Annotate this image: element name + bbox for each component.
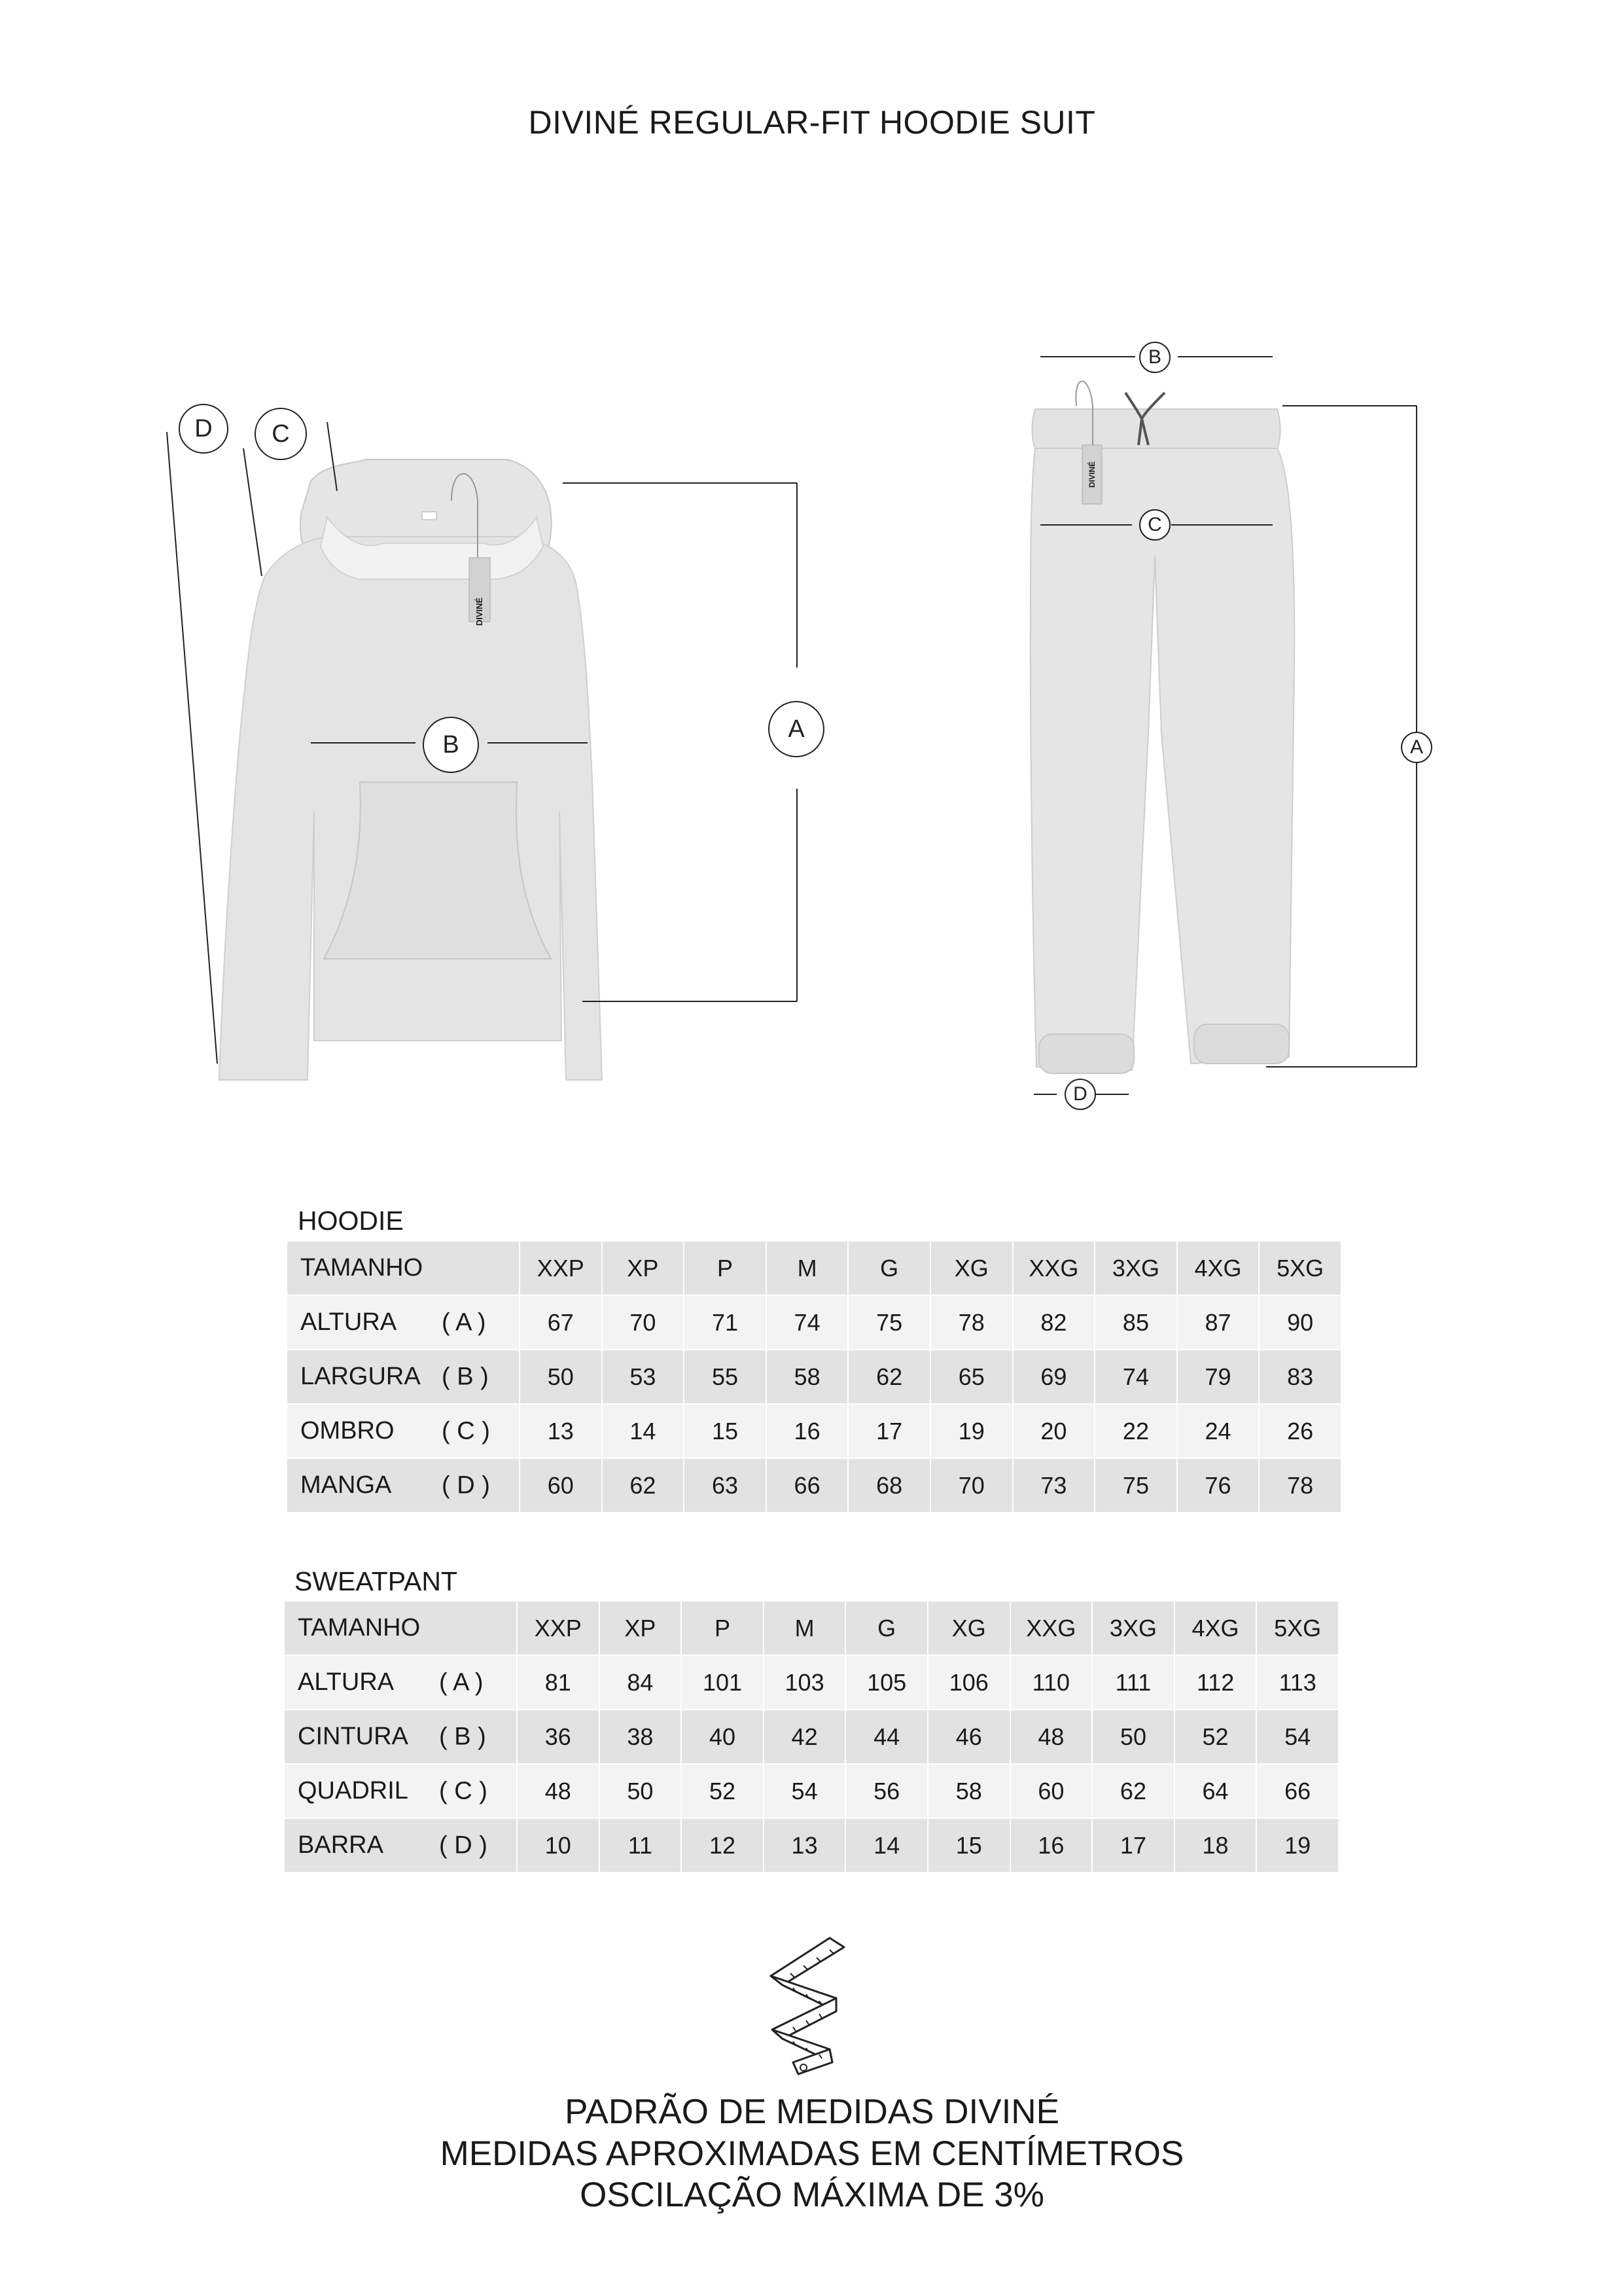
- value-cell: 54: [764, 1764, 846, 1818]
- value-cell: 75: [1095, 1458, 1177, 1513]
- value-cell: 26: [1259, 1404, 1341, 1458]
- value-cell: 74: [766, 1295, 849, 1350]
- value-cell: 79: [1177, 1350, 1260, 1404]
- value-cell: 64: [1174, 1764, 1257, 1818]
- size-cell: 5XG: [1259, 1241, 1341, 1295]
- size-cell: P: [684, 1241, 766, 1295]
- value-cell: 44: [845, 1710, 928, 1764]
- value-cell: 42: [764, 1710, 846, 1764]
- pants-cuff-left: [1039, 1034, 1134, 1073]
- value-cell: 67: [520, 1295, 602, 1350]
- hoodie-label-d: D: [179, 404, 228, 454]
- value-cell: 50: [1092, 1710, 1174, 1764]
- value-cell: 18: [1174, 1818, 1257, 1873]
- measuring-tape-icon: [764, 1934, 856, 2078]
- pants-table-title: SWEATPANT: [294, 1566, 458, 1596]
- table-header-row: [284, 1601, 1339, 1655]
- value-cell: 62: [1092, 1764, 1174, 1818]
- size-cell: 3XG: [1092, 1601, 1174, 1655]
- size-cell: P: [681, 1601, 764, 1655]
- value-cell: 101: [681, 1655, 764, 1710]
- value-cell: 65: [930, 1350, 1013, 1404]
- value-cell: 87: [1177, 1295, 1260, 1350]
- value-cell: 50: [599, 1764, 682, 1818]
- value-cell: 17: [848, 1404, 930, 1458]
- value-cell: 81: [517, 1655, 599, 1710]
- value-cell: 74: [1095, 1350, 1177, 1404]
- row-name: ALTURA: [300, 1308, 397, 1336]
- value-cell: 112: [1174, 1655, 1257, 1710]
- value-cell: 71: [684, 1295, 766, 1350]
- footer-line-1: PADRÃO DE MEDIDAS DIVINÉ: [565, 2092, 1059, 2131]
- value-cell: 60: [520, 1458, 602, 1513]
- row-name: QUADRIL: [298, 1777, 408, 1804]
- header-cell: TAMANHO: [287, 1241, 520, 1295]
- row-code: ( A ): [439, 1668, 484, 1696]
- value-cell: 16: [1010, 1818, 1093, 1873]
- value-cell: 103: [764, 1655, 846, 1710]
- value-cell: 84: [599, 1655, 682, 1710]
- value-cell: 85: [1095, 1295, 1177, 1350]
- size-cell: XP: [599, 1601, 682, 1655]
- row-code: ( B ): [439, 1723, 486, 1750]
- value-cell: 106: [928, 1655, 1010, 1710]
- row-code: ( A ): [442, 1308, 486, 1336]
- pants-cuff-right: [1194, 1024, 1289, 1064]
- row-code: ( C ): [439, 1777, 487, 1804]
- table-row: [287, 1350, 1341, 1404]
- value-cell: 52: [681, 1764, 764, 1818]
- row-code: ( C ): [442, 1417, 490, 1444]
- value-cell: 110: [1010, 1655, 1093, 1710]
- size-cell: XXG: [1010, 1601, 1093, 1655]
- size-cell: M: [764, 1601, 846, 1655]
- hoodie-label-c: C: [255, 408, 307, 460]
- value-cell: 15: [684, 1404, 766, 1458]
- row-name: ALTURA: [298, 1668, 395, 1696]
- value-cell: 36: [517, 1710, 599, 1764]
- pants-legs: [1031, 448, 1294, 1070]
- pants-label-d: D: [1065, 1079, 1096, 1110]
- pants-waistband: [1033, 409, 1280, 448]
- value-cell: 38: [599, 1710, 682, 1764]
- size-cell: 4XG: [1174, 1601, 1257, 1655]
- row-name: MANGA: [300, 1471, 392, 1499]
- value-cell: 19: [930, 1404, 1013, 1458]
- value-cell: 12: [681, 1818, 764, 1873]
- pants-label-a: A: [1401, 732, 1432, 763]
- size-cell: G: [845, 1601, 928, 1655]
- size-cell: 3XG: [1095, 1241, 1177, 1295]
- size-cell: XXP: [520, 1241, 602, 1295]
- value-cell: 54: [1256, 1710, 1339, 1764]
- value-cell: 10: [517, 1818, 599, 1873]
- table-header-row: [287, 1241, 1341, 1295]
- value-cell: 78: [930, 1295, 1013, 1350]
- value-cell: 52: [1174, 1710, 1257, 1764]
- value-cell: 62: [848, 1350, 930, 1404]
- value-cell: 63: [684, 1458, 766, 1513]
- pants-label-c: C: [1139, 509, 1171, 541]
- pants-label-b: B: [1139, 342, 1171, 373]
- header-cell: TAMANHO: [284, 1601, 517, 1655]
- value-cell: 83: [1259, 1350, 1341, 1404]
- footer-line-3: OSCILAÇÃO MÁXIMA DE 3%: [580, 2176, 1044, 2214]
- value-cell: 16: [766, 1404, 849, 1458]
- page-title: DIVINÉ REGULAR-FIT HOODIE SUIT: [528, 104, 1096, 141]
- value-cell: 69: [1013, 1350, 1095, 1404]
- size-cell: G: [848, 1241, 930, 1295]
- pants-tag-brand: DIVINÉ: [1087, 461, 1097, 488]
- value-cell: 14: [602, 1404, 684, 1458]
- value-cell: 19: [1256, 1818, 1339, 1873]
- value-cell: 105: [845, 1655, 928, 1710]
- hoodie-diagram: [150, 386, 831, 1093]
- hoodie-table-title: HOODIE: [298, 1206, 404, 1236]
- value-cell: 15: [928, 1818, 1010, 1873]
- row-code: ( B ): [442, 1363, 489, 1390]
- hoodie-label-a: A: [768, 701, 824, 757]
- value-cell: 90: [1259, 1295, 1341, 1350]
- table-row: [287, 1458, 1341, 1513]
- value-cell: 78: [1259, 1458, 1341, 1513]
- value-cell: 82: [1013, 1295, 1095, 1350]
- size-cell: 5XG: [1256, 1601, 1339, 1655]
- value-cell: 66: [766, 1458, 849, 1513]
- size-cell: XXG: [1013, 1241, 1095, 1295]
- size-cell: 4XG: [1177, 1241, 1260, 1295]
- value-cell: 40: [681, 1710, 764, 1764]
- footer-line-2: MEDIDAS APROXIMADAS EM CENTÍMETROS: [440, 2134, 1184, 2173]
- value-cell: 58: [766, 1350, 849, 1404]
- table-row: [287, 1404, 1341, 1458]
- size-cell: XG: [928, 1601, 1010, 1655]
- value-cell: 60: [1010, 1764, 1093, 1818]
- size-cell: M: [766, 1241, 849, 1295]
- size-cell: XP: [602, 1241, 684, 1295]
- table-row: [284, 1818, 1339, 1873]
- value-cell: 68: [848, 1458, 930, 1513]
- size-cell: XXP: [517, 1601, 599, 1655]
- pants-size-table: [283, 1600, 1339, 1873]
- value-cell: 48: [1010, 1710, 1093, 1764]
- value-cell: 73: [1013, 1458, 1095, 1513]
- table-row: [284, 1655, 1339, 1710]
- value-cell: 50: [520, 1350, 602, 1404]
- value-cell: 62: [602, 1458, 684, 1513]
- value-cell: 24: [1177, 1404, 1260, 1458]
- value-cell: 53: [602, 1350, 684, 1404]
- value-cell: 70: [930, 1458, 1013, 1513]
- row-code: ( D ): [439, 1831, 487, 1859]
- row-code: ( D ): [442, 1471, 490, 1499]
- row-name: OMBRO: [300, 1417, 395, 1444]
- value-cell: 76: [1177, 1458, 1260, 1513]
- hoodie-tag-brand: DIVINÉ: [474, 597, 485, 626]
- hoodie-label-b: B: [423, 717, 479, 773]
- value-cell: 13: [520, 1404, 602, 1458]
- value-cell: 58: [928, 1764, 1010, 1818]
- value-cell: 48: [517, 1764, 599, 1818]
- value-cell: 111: [1092, 1655, 1174, 1710]
- row-name: LARGURA: [300, 1363, 421, 1390]
- value-cell: 56: [845, 1764, 928, 1818]
- value-cell: 22: [1095, 1404, 1177, 1458]
- value-cell: 66: [1256, 1764, 1339, 1818]
- size-cell: XG: [930, 1241, 1013, 1295]
- value-cell: 46: [928, 1710, 1010, 1764]
- table-row: [284, 1710, 1339, 1764]
- value-cell: 14: [845, 1818, 928, 1873]
- value-cell: 13: [764, 1818, 846, 1873]
- value-cell: 75: [848, 1295, 930, 1350]
- value-cell: 70: [602, 1295, 684, 1350]
- row-name: CINTURA: [298, 1723, 408, 1750]
- hoodie-size-table: [286, 1240, 1342, 1513]
- value-cell: 17: [1092, 1818, 1174, 1873]
- table-row: [287, 1295, 1341, 1350]
- value-cell: 113: [1256, 1655, 1339, 1710]
- table-row: [284, 1764, 1339, 1818]
- value-cell: 20: [1013, 1404, 1095, 1458]
- row-name: BARRA: [298, 1831, 383, 1859]
- value-cell: 55: [684, 1350, 766, 1404]
- value-cell: 11: [599, 1818, 682, 1873]
